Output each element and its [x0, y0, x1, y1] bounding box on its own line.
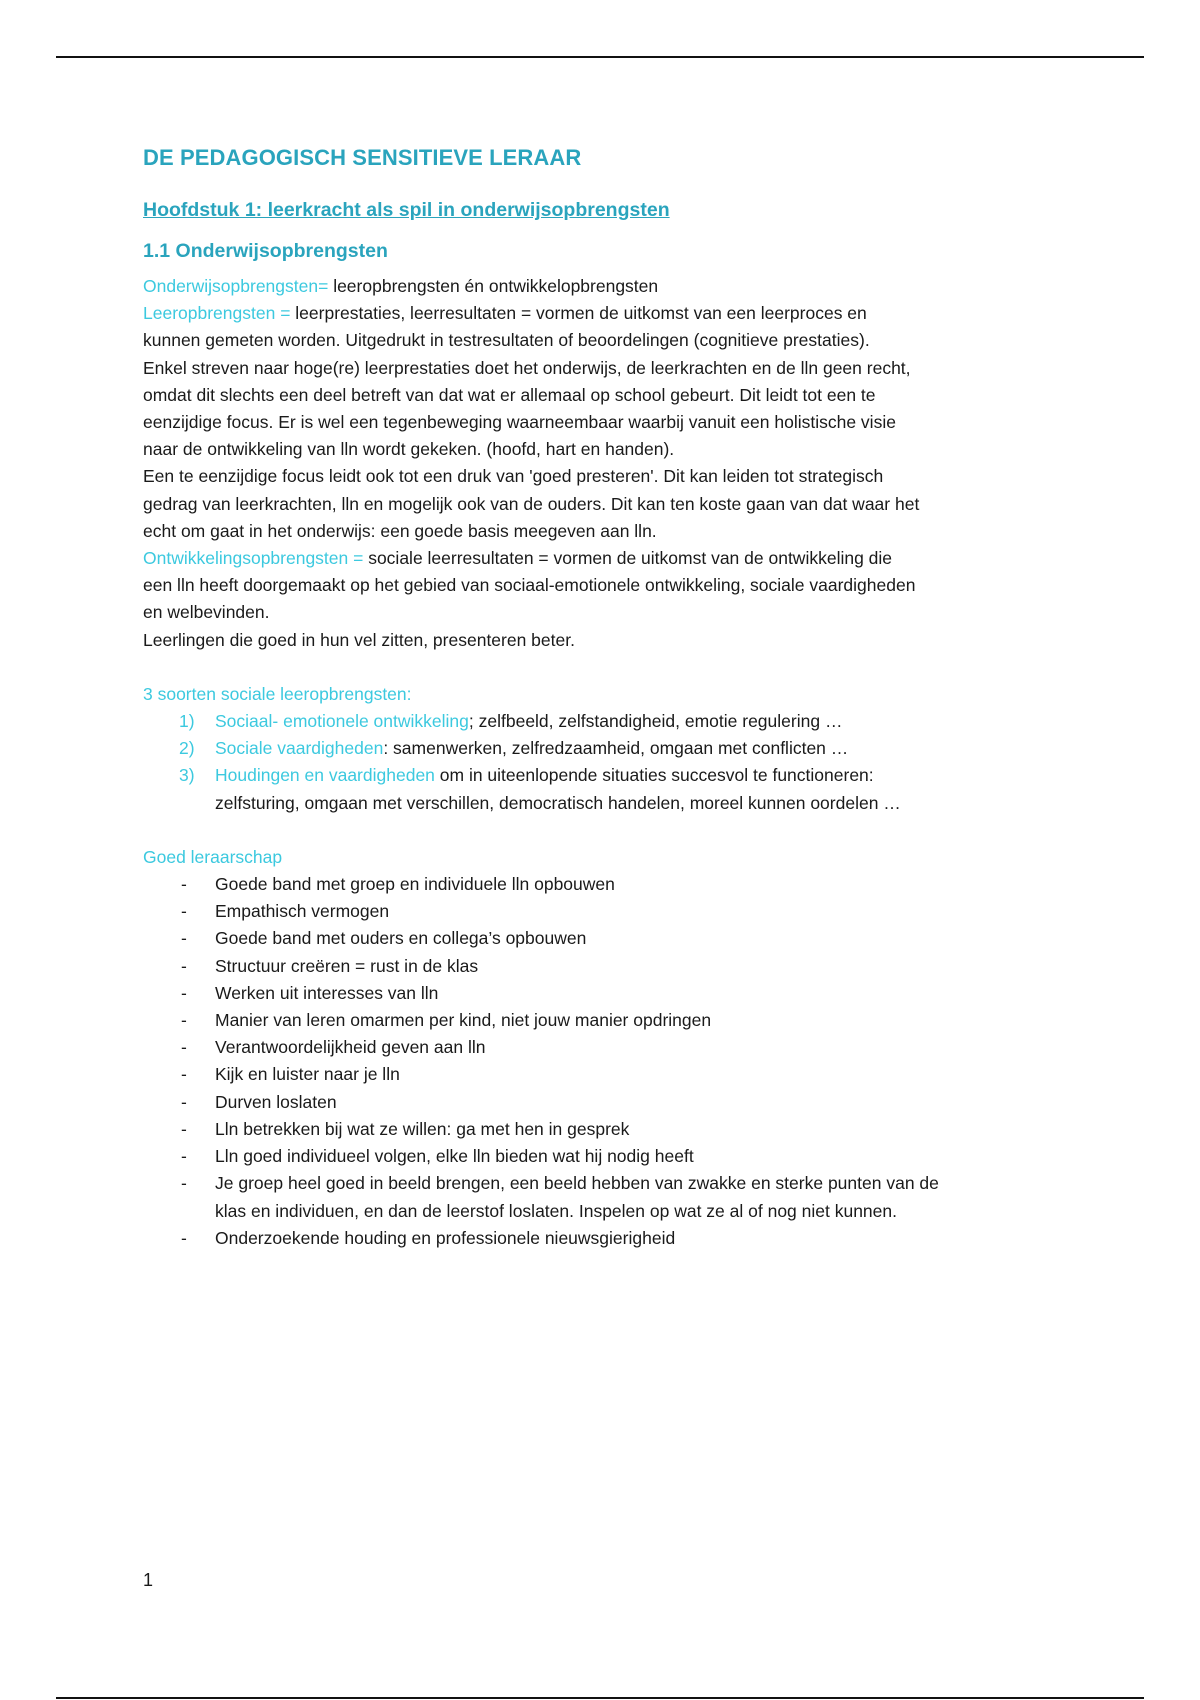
- list-item: [143, 1225, 1063, 1252]
- dash-marker: -: [181, 1091, 187, 1112]
- paragraph-line: omdat dit slechts een deel betreft van dat wat er allemaal op school gebeurt. Dit leidt tot een te: [143, 384, 876, 405]
- list-item: [143, 1034, 1063, 1061]
- paragraph-line: gedrag van leerkrachten, lln en mogelijk ook van de ouders. Dit kan ten koste gaan van dat waar het: [143, 493, 920, 514]
- list-item: [143, 925, 1063, 952]
- header-rule: [56, 56, 1144, 58]
- paragraph-line: echt om gaat in het onderwijs: een goede basis meegeven aan lln.: [143, 520, 657, 541]
- definition-leer: [143, 300, 1063, 327]
- paragraph-line: Een te eenzijdige focus leidt ook tot een druk van 'goed presteren'. Dit kan leiden tot strategisch: [143, 466, 884, 487]
- list-text: Lln betrekken bij wat ze willen: ga met hen in gesprek: [215, 1118, 630, 1139]
- list-text: om in uiteenlopende situaties succesvol te functioneren:: [434, 765, 874, 786]
- list-item: [143, 980, 1063, 1007]
- list-item: [143, 1143, 1063, 1170]
- list-text-continuation: klas en individuen, en dan de leerstof loslaten. Inspelen op wat ze al of nog niet kunnen.: [215, 1200, 897, 1221]
- dash-marker: -: [181, 1173, 187, 1194]
- list-text: Onderzoekende houding en professionele nieuwsgierigheid: [215, 1227, 676, 1248]
- list-text: Goede band met ouders en collega’s opbouwen: [215, 928, 587, 949]
- list-text-continuation: zelfsturing, omgaan met verschillen, democratisch handelen, moreel kunnen oordelen …: [215, 792, 901, 813]
- list-text: Werken uit interesses van lln: [215, 982, 439, 1003]
- list-text: Je groep heel goed in beeld brengen, een beeld hebben van zwakke en sterke punten van de: [215, 1173, 939, 1194]
- list-text: Lln goed individueel volgen, elke lln bieden wat hij nodig heeft: [215, 1146, 694, 1167]
- term-onderwijsopbrengsten: Onderwijsopbrengsten=: [143, 276, 329, 296]
- list-item: [143, 1116, 1063, 1143]
- paragraph-line: Enkel streven naar hoge(re) leerprestaties doet het onderwijs, de leerkrachten en de lln geen recht,: [143, 357, 911, 378]
- paragraph-line: Leerlingen die goed in hun vel zitten, presenteren beter.: [143, 629, 575, 650]
- list-item: [143, 1089, 1063, 1116]
- list-item: [143, 871, 1063, 898]
- dash-marker: -: [181, 982, 187, 1003]
- page-number: 1: [143, 1570, 154, 1590]
- list-item: [143, 1061, 1063, 1088]
- footer-rule: [56, 1697, 1144, 1699]
- term-leeropbrengsten: Leeropbrengsten =: [143, 303, 296, 324]
- list-text: Structuur creëren = rust in de klas: [215, 955, 479, 976]
- dash-marker: -: [181, 1010, 187, 1031]
- definition-text: leerprestaties, leerresultaten = vormen de uitkomst van een leerproces en: [295, 303, 867, 324]
- paragraph-line: naar de ontwikkeling van lln wordt gekeken. (hoofd, hart en handen).: [143, 439, 675, 460]
- soorten-heading: 3 soorten sociale leeropbrengsten:: [143, 683, 412, 704]
- paragraph-line: eenzijdige focus. Er is wel een tegenbeweging waarneembaar waarbij vanuit een holistische visie: [143, 412, 896, 433]
- dash-marker: -: [181, 1037, 187, 1058]
- list-item: [143, 762, 1063, 816]
- dash-marker: -: [181, 874, 187, 895]
- list-item: [143, 735, 1063, 762]
- list-text: ; zelfbeeld, zelfstandigheid, emotie regulering …: [468, 711, 843, 732]
- list-item: [143, 1007, 1063, 1034]
- spacer: [143, 817, 1063, 844]
- list-item: [143, 708, 1063, 735]
- page-content: [143, 145, 1063, 1252]
- list-marker: 2): [179, 738, 195, 759]
- dash-marker: -: [181, 955, 187, 976]
- list-text: Verantwoordelijkheid geven aan lln: [215, 1037, 486, 1058]
- definitions-block: [143, 273, 1063, 1252]
- list-marker: 1): [179, 711, 195, 732]
- dash-marker: -: [181, 901, 187, 922]
- list-marker: 3): [179, 765, 195, 786]
- section-title: 1.1 Onderwijsopbrengsten: [143, 240, 388, 262]
- dash-marker: -: [181, 1146, 187, 1167]
- soorten-list: [143, 708, 1063, 817]
- term-ontwikkelingsopbrengsten: Ontwikkelingsopbrengsten =: [143, 548, 369, 569]
- spacer: [143, 654, 1063, 681]
- leraarschap-heading: Goed leraarschap: [143, 846, 283, 867]
- definition-text: leeropbrengsten én ontwikkelopbrengsten: [328, 276, 659, 296]
- dash-marker: -: [181, 928, 187, 949]
- leraarschap-list: [143, 871, 1063, 1252]
- list-item: [143, 898, 1063, 925]
- definition-ontwikkeling: [143, 545, 1063, 572]
- list-term: Sociaal- emotionele ontwikkeling: [215, 711, 469, 732]
- list-term: Houdingen en vaardigheden: [215, 765, 435, 786]
- document-title: DE PEDAGOGISCH SENSITIEVE LERAAR: [143, 145, 582, 170]
- list-text: Empathisch vermogen: [215, 901, 390, 922]
- dash-marker: -: [181, 1064, 187, 1085]
- chapter-title: Hoofdstuk 1: leerkracht als spil in onderwijsopbrengsten: [143, 199, 670, 221]
- list-text: : samenwerken, zelfredzaamheid, omgaan met conflicten …: [383, 738, 849, 759]
- list-item: [143, 953, 1063, 980]
- list-text: Kijk en luister naar je lln: [215, 1064, 400, 1085]
- list-text: Durven loslaten: [215, 1091, 337, 1112]
- list-text: Manier van leren omarmen per kind, niet jouw manier opdringen: [215, 1010, 712, 1031]
- dash-marker: -: [181, 1118, 187, 1139]
- definition-text: sociale leerresultaten = vormen de uitkomst van de ontwikkeling die: [368, 548, 893, 569]
- list-text: Goede band met groep en individuele lln opbouwen: [215, 874, 615, 895]
- list-item: [143, 1170, 1063, 1224]
- definition-onderwijs: [143, 273, 1063, 300]
- paragraph-line: een lln heeft doorgemaakt op het gebied van sociaal-emotionele ontwikkeling, sociale vaardigheden: [143, 575, 916, 596]
- paragraph-line: en welbevinden.: [143, 602, 270, 623]
- list-term: Sociale vaardigheden: [215, 738, 384, 759]
- dash-marker: -: [181, 1227, 187, 1248]
- paragraph-line: kunnen gemeten worden. Uitgedrukt in testresultaten of beoordelingen (cognitieve prestaties).: [143, 330, 870, 351]
